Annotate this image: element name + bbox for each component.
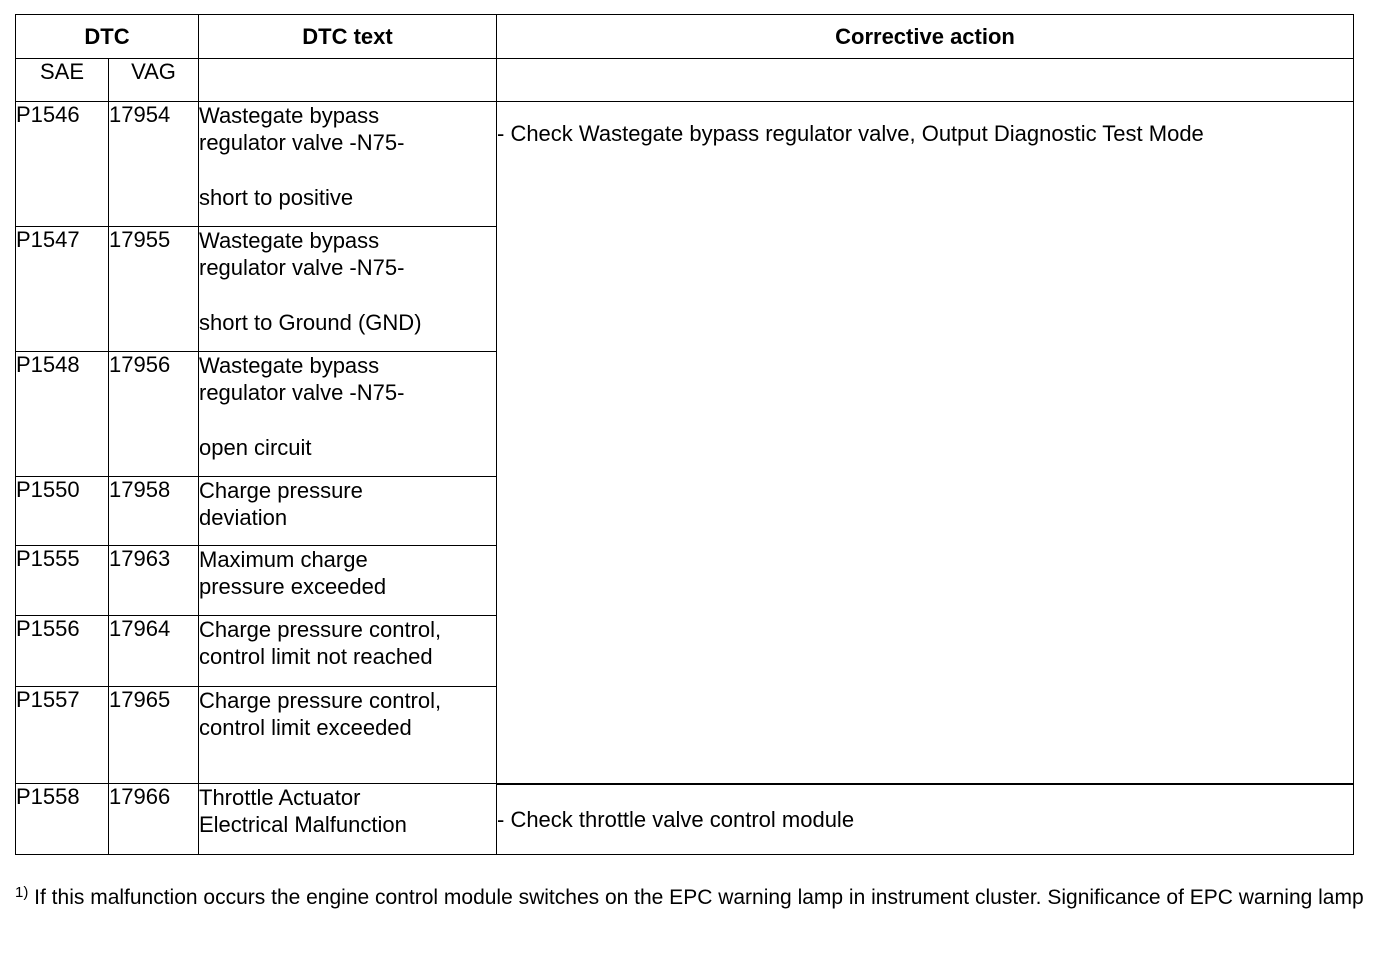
footnote-text: If this malfunction occurs the engine control module switches on the EPC warning lamp in instrument cluster. Significance of EPC warning lamp <box>28 886 1364 909</box>
header-corrective-action: Corrective action <box>497 15 1354 59</box>
vag-code: 17964 <box>109 616 199 687</box>
dtc-text <box>199 102 497 227</box>
dtc-text-line: Wastegate bypass regulator valve -N75- <box>199 103 405 155</box>
sae-code: P1556 <box>16 616 109 687</box>
sae-code: P1558 <box>16 784 109 855</box>
header-dtc: DTC <box>16 15 199 59</box>
dtc-text-line: Wastegate bypass regulator valve -N75- <box>199 353 405 405</box>
table-row <box>16 784 1354 855</box>
header-row <box>16 15 1354 59</box>
dtc-text-line: Maximum charge pressure exceeded <box>199 547 387 599</box>
dtc-text-line: Charge pressure deviation <box>199 478 363 530</box>
corrective-action-cell <box>497 784 1354 855</box>
vag-code: 17966 <box>109 784 199 855</box>
sae-code: P1550 <box>16 477 109 546</box>
dtc-text <box>199 227 497 352</box>
vag-code: 17954 <box>109 102 199 227</box>
footnote <box>15 884 1365 911</box>
subheader-blank <box>199 59 497 102</box>
vag-code: 17963 <box>109 546 199 616</box>
dtc-text <box>199 784 497 855</box>
dtc-text <box>199 546 497 616</box>
subheader-vag: VAG <box>109 59 199 102</box>
dtc-text-line: short to Ground (GND) <box>199 310 422 335</box>
dtc-text-line: open circuit <box>199 435 312 460</box>
subheader-blank <box>497 59 1354 102</box>
sae-code: P1547 <box>16 227 109 352</box>
footnote-marker: 1) <box>15 884 29 901</box>
subheader-sae: SAE <box>16 59 109 102</box>
dtc-text <box>199 352 497 477</box>
corrective-action-cell <box>497 102 1354 784</box>
subheader-row <box>16 59 1354 102</box>
vag-code: 17955 <box>109 227 199 352</box>
dtc-text <box>199 477 497 546</box>
table-row <box>16 102 1354 227</box>
dtc-text-line: Charge pressure control, control limit exceeded <box>199 688 442 740</box>
sae-code: P1548 <box>16 352 109 477</box>
corrective-action-text: - Check throttle valve control module <box>497 806 855 832</box>
vag-code: 17956 <box>109 352 199 477</box>
dtc-table <box>15 14 1354 855</box>
dtc-text-line: Throttle Actuator Electrical Malfunction <box>199 785 407 837</box>
dtc-text-line: Charge pressure control, control limit not reached <box>199 617 442 669</box>
dtc-text-line: Wastegate bypass regulator valve -N75- <box>199 228 405 280</box>
corrective-action-text: - Check Wastegate bypass regulator valve, Output Diagnostic Test Mode <box>497 121 1204 146</box>
dtc-text <box>199 616 497 687</box>
vag-code: 17958 <box>109 477 199 546</box>
header-dtc-text: DTC text <box>199 15 497 59</box>
vag-code: 17965 <box>109 687 199 784</box>
dtc-text-line: short to positive <box>199 185 354 210</box>
sae-code: P1557 <box>16 687 109 784</box>
sae-code: P1546 <box>16 102 109 227</box>
sae-code: P1555 <box>16 546 109 616</box>
dtc-text <box>199 687 497 784</box>
